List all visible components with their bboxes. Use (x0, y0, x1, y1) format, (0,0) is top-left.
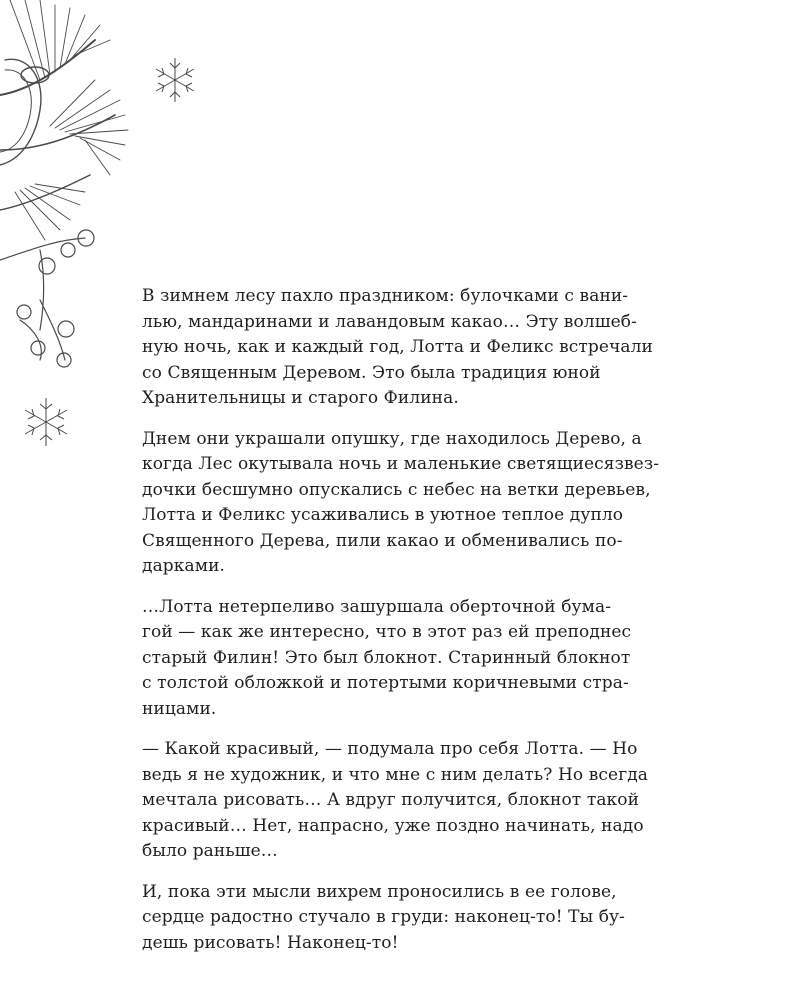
text-line: — Какой красивый, — подумала про себя Лотта. — Но (142, 739, 638, 759)
text-line: старый Филин! Это был блокнот. Старинный блокнот (142, 647, 631, 668)
text-line: ведь я не художник, и что мне с ним делать? Но всегда (142, 764, 649, 785)
snowflake-icon (156, 58, 194, 102)
text-line: с толстой обложкой и потертыми коричневыми стра- (142, 673, 629, 693)
paragraph (142, 595, 686, 723)
paragraph (142, 284, 686, 412)
text-line: было раньше… (142, 841, 278, 861)
text-line: В зимнем лесу пахло праздником: булочками с вани- (142, 286, 629, 306)
text-line: мечтала рисовать… А вдруг получится, блокнот такой (142, 790, 640, 810)
paragraph (142, 737, 686, 865)
snowflake-icon (25, 398, 67, 446)
text-line: И, пока эти мысли вихрем проносились в ее голове, (142, 881, 617, 902)
text-line: ницами. (142, 698, 217, 719)
text-line: дочки бесшумно опускались с небес на ветки деревьев, (142, 479, 651, 500)
text-line: когда Лес окутывала ночь и маленькие светящиесязвез- (142, 454, 660, 474)
text-line: дешь рисовать! Наконец-то! (142, 932, 399, 953)
text-line: лью, мандаринами и лавандовым какао… Эту волшеб- (142, 311, 637, 332)
text-line: Хранительницы и старого Филина. (142, 388, 459, 408)
text-line: дарками. (142, 556, 226, 576)
text-line: сердце радостно стучало в груди: наконец-то! Ты бу- (142, 907, 626, 927)
story-text (142, 284, 686, 971)
text-line: Днем они украшали опушку, где находилось Дерево, а (142, 428, 642, 449)
branch-stem-icon (0, 40, 95, 95)
text-line: красивый… Нет, напрасно, уже поздно начинать, надо (142, 815, 644, 836)
text-line: …Лотта нетерпеливо зашуршала оберточной бума- (142, 596, 612, 617)
text-line: со Священным Деревом. Это была традиция юной (142, 362, 601, 383)
text-line: Лотта и Феликс усаживались в уютное теплое дупло (142, 505, 624, 525)
paragraph (142, 427, 686, 580)
paragraph (142, 880, 686, 957)
text-line: Священного Дерева, пили какао и обменивались по- (142, 530, 623, 551)
text-line: гой — как же интересно, что в этот раз ей преподнес (142, 622, 632, 642)
text-line: ную ночь, как и каждый год, Лотта и Феликс встречали (142, 337, 653, 357)
